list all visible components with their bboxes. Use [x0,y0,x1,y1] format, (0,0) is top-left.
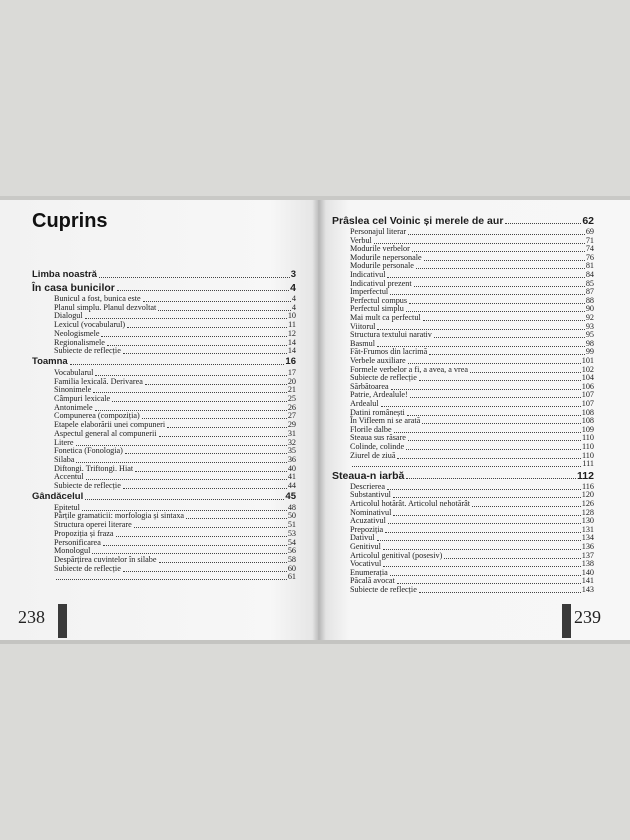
toc-entry-label: Structura operei literare [54,520,132,530]
toc-entry-label: Indicativul [350,270,386,279]
toc-leader-dots [127,326,287,328]
toc-leader-dots [135,470,287,472]
toc-entry-label: Epitetul [54,502,80,512]
photo-edge-bottom [0,640,630,644]
toc-entry-page: 106 [581,381,594,391]
toc-entry-label: Steaua sus răsare [350,433,406,443]
toc-entry-page: 120 [581,490,594,500]
toc-entry-label: Despărțirea cuvintelor în silabe [54,554,157,564]
toc-entry-page: 102 [581,364,594,374]
toc-entry [32,270,296,280]
toc-entry-label: Modurile personale [350,261,414,271]
toc-leader-dots [125,452,287,454]
toc-leader-dots [76,461,286,463]
toc-entry-label: Basmul [350,338,376,348]
toc-entry [54,481,296,491]
toc-entry-page: 14 [287,346,296,356]
toc-leader-dots [86,478,287,480]
toc-entry-label: Subiecte de reflecție [350,373,417,383]
toc-entry-label: Fonetica (Fonologia) [54,446,123,456]
toc-leader-dots [505,222,581,224]
toc-entry-page: 36 [287,454,296,464]
toc-leader-dots [186,517,287,519]
toc-entry-label: În Vifleem ni se arată [350,416,421,426]
toc-entry-label: Prepoziția [350,524,384,534]
toc-entry-label: Păcală avocat [350,576,395,586]
toc-entry-label: Verbele auxiliare [350,356,406,365]
toc-entry [54,572,296,582]
toc-entry-label: Mai mult ca perfectul [350,313,421,322]
toc-entry-label: Monologul [54,546,91,556]
toc-entry-label: Descrierea [350,481,385,491]
toc-entry-page: 4 [290,282,296,294]
toc-entry-label: Substantivul [350,490,391,500]
toc-entry-label: Florile dalbe [350,424,392,434]
toc-entry-page: 45 [285,490,296,502]
toc-entry-page: 137 [581,550,594,560]
toc-leader-dots [76,444,287,446]
toc-entry-label: Familia lexicală. Derivarea [54,376,143,386]
toc-entry-label: Planul simplu. Planul dezvoltat [54,302,157,312]
toc-entry-label: Prâslea cel Voinic și merele de aur [332,215,504,227]
toc-leader-dots [116,535,287,537]
toc-leader-dots [406,477,576,479]
toc-entry [54,346,296,356]
toc-entry-label: Structura textului narativ [350,330,432,340]
toc-entry-page: 141 [581,576,594,586]
toc-entry-page: 29 [287,420,296,430]
toc-leader-dots [145,383,287,385]
toc-leader-dots [112,400,287,402]
toc-entry-page: 110 [582,442,594,451]
toc-entry-page: 4 [291,294,296,303]
toc-entry [32,492,296,502]
toc-entry-label: Steaua-n iarbă [332,469,405,482]
toc-entry-label: Părțile gramaticii: morfologia și sintaxa [54,511,185,521]
toc-leader-dots [159,561,287,563]
toc-entry-page: 98 [585,338,594,348]
toc-entry-page: 126 [581,499,594,508]
toc-entry-page: 85 [585,278,594,288]
toc-entry-label: Ardealul [350,399,379,408]
toc-entry-page: 101 [581,356,594,365]
toc-entry-page: 109 [581,424,594,434]
toc-entry-page: 107 [581,390,594,400]
toc-entry-label: Propoziția și fraza [54,528,114,538]
toc-entry-page: 35 [287,446,296,456]
toc-leader-dots [95,374,286,376]
toc-entry-page: 58 [287,554,296,564]
toc-entry-page: 104 [581,373,594,383]
right-page [318,200,630,640]
toc-leader-dots [352,465,581,467]
toc-entry-label: Genitivul [350,542,381,551]
toc-entry-page: 108 [581,407,594,417]
toc-leader-dots [101,335,286,337]
toc-entry-label: Subiecte de reflecție [54,481,121,490]
toc-entry-label: Vocativul [350,559,382,569]
toc-entry-page: 116 [582,481,594,491]
left-page-number: 238 [18,607,45,627]
toc-leader-dots [117,289,289,291]
toc-entry-page: 99 [585,347,594,357]
toc-entry-label: Subiecte de reflecție [54,563,121,573]
toc-entry-page: 81 [585,261,594,271]
toc-entry-page: 56 [287,546,296,556]
toc-entry-page: 74 [585,244,594,254]
toc-entry [332,216,594,226]
toc-entry-label: Personajul literar [350,227,407,236]
toc-entry-label: În casa bunicilor [32,282,115,294]
toc-entry-page: 140 [581,567,594,577]
toc-entry-page: 138 [581,559,594,569]
toc-entry-page: 44 [287,481,296,490]
left-page [0,200,318,640]
toc-entry-page: 88 [585,295,594,305]
toc-entry-page: 50 [287,511,296,521]
toc-entry-label: Dialogul [54,311,83,321]
right-page-bar [562,604,571,638]
toc-entry-label: Limba noastră [32,269,97,280]
toc-entry-label: Accentul [54,472,84,482]
toc-entry-page: 31 [287,428,296,438]
toc-entry [350,459,594,469]
toc-entry-page: 128 [581,507,594,517]
toc-entry-page: 134 [581,533,594,543]
toc-entry-label: Neologismele [54,328,100,338]
toc-entry-page: 21 [287,385,296,395]
toc-entry-page: 51 [287,520,296,530]
toc-entry-label: Subiecte de reflecție [350,585,417,594]
toc-entry-label: Câmpuri lexicale [54,394,111,403]
toc-entry-label: Verbul [350,235,372,245]
toc-entry-label: Bunicul a fost, bunica este [54,294,141,303]
toc-entry-label: Subiecte de reflecție [54,346,121,356]
toc-entry-page: 95 [585,330,594,340]
toc-entry-page: 60 [287,563,296,573]
toc-leader-dots [419,591,581,593]
toc-entry-page: 26 [287,402,296,412]
toc-entry [332,471,594,481]
toc-entry-label: Lexicul (vocabularul) [54,320,126,330]
toc-entry-page: 54 [287,537,296,547]
toc-leader-dots [85,498,284,500]
book-gutter [312,200,326,640]
toc-leader-dots [142,417,287,419]
toc-entry-label: Colinde, colinde [350,442,405,451]
open-book [0,200,630,640]
toc-entry-label: Perfectul simplu [350,304,404,314]
toc-entry-label: Imperfectul [350,287,389,297]
toc-entry [32,283,296,293]
toc-entry-page: 10 [287,311,296,321]
toc-entry-page: 11 [288,320,296,330]
toc-entry-label: Dativul [350,533,375,543]
toc-entry-page: 136 [581,542,594,551]
toc-entry-page: 131 [581,524,594,534]
toc-entry-page: 25 [287,394,296,403]
toc-entry-label: Personificarea [54,537,101,547]
toc-entry-label: Ziurel de ziuă [350,450,396,460]
toc-leader-dots [123,352,287,354]
toc-entry-label: Litere [54,437,74,447]
toc-entry-page: 111 [582,459,594,469]
left-page-bar [58,604,67,638]
toc-entry-label: Modurile verbelor [350,244,410,254]
toc-entry-page: 61 [287,572,296,582]
toc-entry-page: 84 [585,270,594,279]
toc-entry-label: Enumerația [350,567,388,577]
toc-entry-page: 92 [585,313,594,322]
toc-entry-label: Datini românești [350,407,405,417]
right-page-number: 239 [574,607,601,627]
toc-entry-label: Modurile nepersonale [350,252,422,262]
toc-entry-label: Regionalismele [54,337,105,347]
toc-entry-label: Diftongi. Triftongi. Hiat [54,463,134,473]
toc-entry-page: 143 [581,585,594,594]
toc-entry-page: 41 [287,472,296,482]
toc-entry-page: 48 [287,502,296,512]
toc-entry-label: Gândăcelul [32,490,84,502]
toc-entry-label: Patrie, Ardealule! [350,390,408,400]
toc-leader-dots [85,317,287,319]
page-title: Cuprins [32,210,108,232]
toc-entry-label: Toamna [32,355,68,367]
toc-leader-dots [159,435,287,437]
toc-entry-page: 17 [287,367,296,377]
toc-entry-label: Antonimele [54,402,93,412]
toc-entry-page: 16 [285,355,296,367]
toc-leader-dots [92,552,286,554]
toc-entry-page: 69 [585,227,594,236]
toc-entry-page: 20 [287,376,296,386]
toc-entry-label: Sinonimele [54,385,92,395]
toc-entry-label: Făt-Frumos din lacrimă [350,347,428,357]
toc-entry-label: Acuzativul [350,516,386,526]
toc-leader-dots [93,391,287,393]
toc-leader-dots [95,409,287,411]
toc-entry-page: 90 [585,304,594,314]
toc-leader-dots [56,578,287,580]
toc-entry-label: Nominativul [350,507,392,517]
toc-entry-page: 76 [585,252,594,262]
toc-leader-dots [143,300,291,302]
toc-entry-label: Formele verbelor a fi, a avea, a vrea [350,364,468,374]
toc-entry-label: Viitorul [350,321,376,331]
toc-entry-page: 27 [287,411,296,421]
toc-entry-page: 112 [577,469,594,482]
toc-leader-dots [103,544,287,546]
toc-leader-dots [158,309,291,311]
toc-leader-dots [167,426,287,428]
toc-entry-label: Aspectul general al compunerii [54,428,157,438]
toc-entry-label: Sărbătoarea [350,381,389,391]
toc-entry-page: 87 [585,287,594,297]
toc-entry-page: 40 [287,463,296,473]
toc-entry-page: 71 [585,235,594,245]
toc-leader-dots [123,487,287,489]
toc-entry-page: 3 [290,269,296,280]
toc-leader-dots [123,570,287,572]
toc-entry-page: 110 [582,433,594,443]
toc-leader-dots [70,363,285,365]
toc-leader-dots [107,344,287,346]
toc-entry-label: Vocabularul [54,367,94,377]
toc-entry-page: 14 [287,337,296,347]
toc-entry-page: 4 [291,302,296,312]
toc-leader-dots [82,509,287,511]
toc-entry-page: 108 [581,416,594,426]
toc-entry-label: Articolul hotărât. Articolul nehotărât [350,499,471,508]
toc-entry-page: 32 [287,437,296,447]
toc-entry-page: 107 [581,399,594,408]
toc-entry-page: 110 [582,450,594,460]
toc-entry-page: 62 [582,215,594,227]
toc-entry-label: Indicativul prezent [350,278,412,288]
toc-entry-label: Articolul genitival (posesiv) [350,550,443,560]
toc-entry-page: 53 [287,528,296,538]
toc-entry-label: Silaba [54,454,75,464]
toc-entry-label: Perfectul compus [350,295,408,305]
toc-leader-dots [99,276,290,278]
toc-entry-page: 12 [287,328,296,338]
toc-entry-page: 93 [585,321,594,331]
toc-entry [350,585,594,595]
toc-entry-label: Compunerea (compoziția) [54,411,140,421]
toc-entry-label: Etapele elaborării unei compuneri [54,420,166,430]
toc-entry-page: 130 [581,516,594,526]
toc-leader-dots [134,526,287,528]
toc-entry [32,357,296,367]
